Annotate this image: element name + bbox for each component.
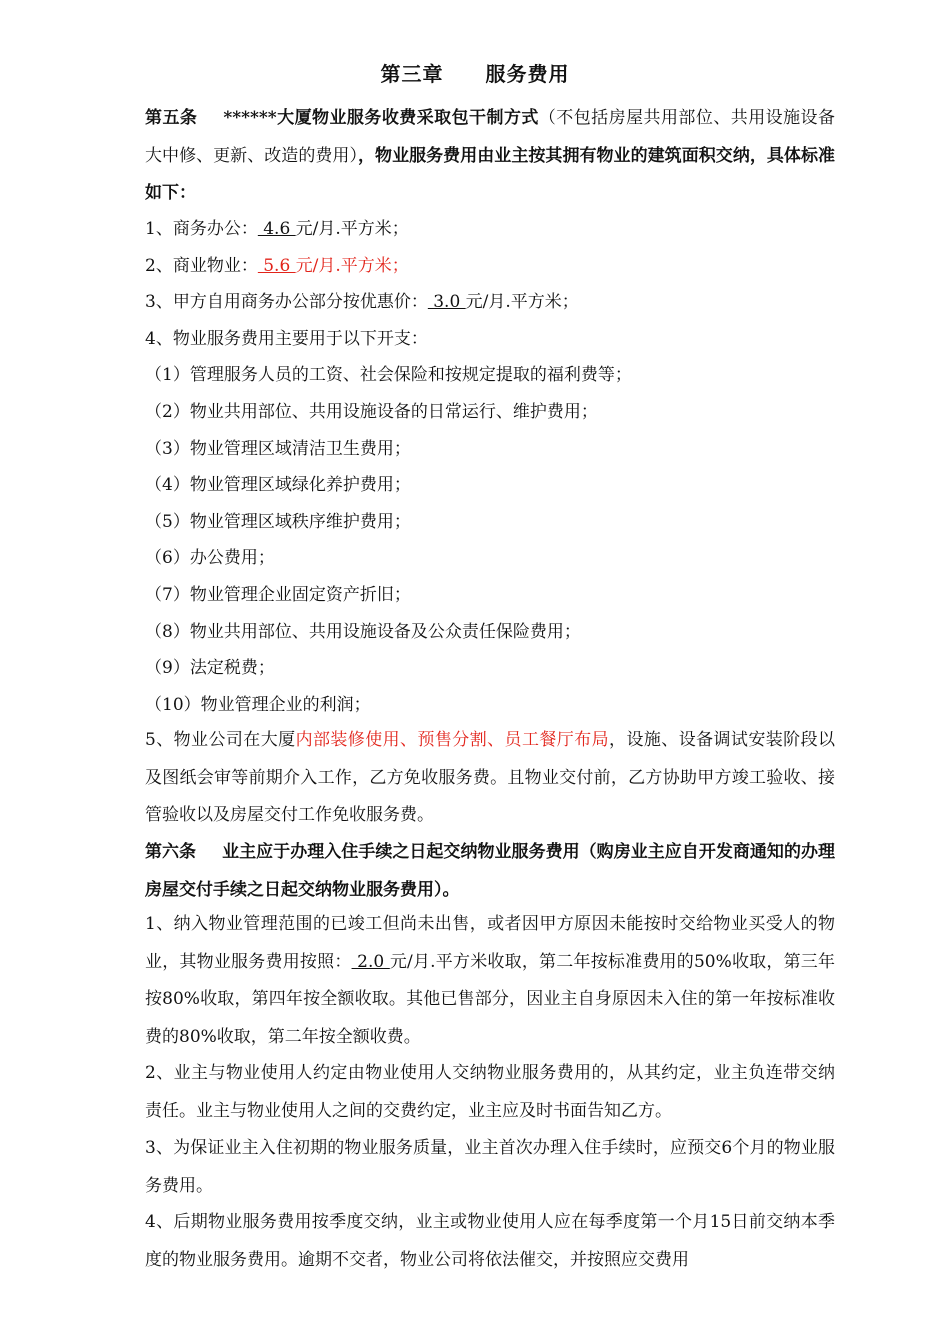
article-6-para-4: 4、后期物业服务费用按季度交纳，业主或物业使用人应在每季度第一个月15日前交纳本季度的物业服务费用。逾期不交者，物业公司将依法催交，并按照应交费用 (145, 1212, 835, 1270)
article-6-label: 第六条 (145, 842, 197, 862)
fee-commercial-unit: 元/月.平方米； (295, 255, 409, 276)
item-5-paragraph (145, 722, 835, 835)
fee-selfuse-label: 3、甲方自用商务办公部分按优惠价： (145, 292, 428, 313)
article-6-p1-value: 2.0 (351, 951, 390, 972)
article-6-p1-prefix: 1、纳入物业管理范围的已竣工但尚未出售，或者因甲方原因未能按时交给物业买受人的物业，其物业服务费用按照： (145, 914, 835, 972)
fee-selfuse (145, 284, 835, 321)
fee-commercial (145, 248, 835, 285)
expense-item: （3）物业管理区域清洁卫生费用； (145, 438, 411, 459)
expense-item: （10）物业管理企业的利润； (145, 694, 371, 715)
fee-commercial-label: 2、商业物业： (145, 255, 258, 276)
expense-item: （4）物业管理区域绿化养护费用； (145, 475, 411, 496)
fee-list (145, 211, 835, 723)
fee-office-label: 1、商务办公： (145, 219, 258, 239)
article-6-para-3: 3、为保证业主入住初期的物业服务质量，业主首次办理入住手续时，应预交6个月的物业服务费用。 (145, 1138, 835, 1196)
article-6-p1-suffix: 元/月.平方米收取，第二年按标准费用的50%收取，第三年按80%收取，第四年按全额收取。其他已售部分，因业主自身原因未入住的第一年按标准收费的80%收取，第二年按全额收费。 (145, 951, 836, 1047)
expense-item: （6）办公费用； (145, 548, 275, 569)
expense-item: （7）物业管理企业固定资产折旧； (145, 584, 411, 605)
article-5-paren: （不包括房屋共用部位、共用设施设备大中修、更新、改造的费用） (145, 108, 836, 166)
article-5-lead: ******大厦物业服务收费采取包干制方式 (223, 108, 539, 128)
expense-item: （5）物业管理区域秩序维护费用； (145, 511, 411, 532)
chapter-title: 第三章 服务费用 (380, 62, 570, 86)
fee-office (145, 211, 835, 248)
article-6-para-1 (145, 906, 835, 1056)
fee-office-unit: 元/月.平方米； (295, 219, 409, 239)
expense-item: （9）法定税费； (145, 658, 275, 679)
expense-item: （2）物业共用部位、共用设施设备的日常运行、维护费用； (145, 401, 598, 422)
article-5-label: 第五条 (145, 108, 198, 128)
fee-office-value: 4.6 (257, 219, 296, 239)
article-5-tail: ，物业服务费用由业主按其拥有物业的建筑面积交纳，具体标准如下： (145, 145, 836, 203)
expense-item: （1）管理服务人员的工资、社会保险和按规定提取的福利费等； (145, 365, 632, 386)
fee-commercial-value: 5.6 (257, 255, 296, 276)
item-5-highlight: 内部装修使用、预售分割、员工餐厅布局 (295, 730, 610, 750)
item-5-prefix: 5、物业公司在大厦 (145, 730, 296, 750)
expense-item: （8）物业共用部位、共用设施设备及公众责任保险费用； (145, 621, 581, 642)
article-6-text: 业主应于办理入住手续之日起交纳物业服务费用（购房业主应自开发商通知的办理房屋交付手续之日起交纳物业服务费用）。 (145, 842, 835, 900)
article-5-intro (145, 100, 835, 213)
item-5-suffix: ，设施、设备调试安装阶段以及图纸会审等前期介入工作，乙方免收服务费。且物业交付前，乙方协助甲方竣工验收、接管验收以及房屋交付工作免收服务费。 (145, 730, 836, 825)
fee-selfuse-value: 3.0 (427, 292, 466, 313)
article-6-intro (145, 834, 835, 909)
fee-selfuse-unit: 元/月.平方米； (465, 292, 579, 313)
article-6-para-2: 2、业主与物业使用人约定由物业使用人交纳物业服务费用的，从其约定，业主负连带交纳责任。业主与物业使用人之间的交费约定，业主应及时书面告知乙方。 (145, 1063, 835, 1121)
expense-intro: 4、物业服务费用主要用于以下开支： (145, 328, 428, 349)
